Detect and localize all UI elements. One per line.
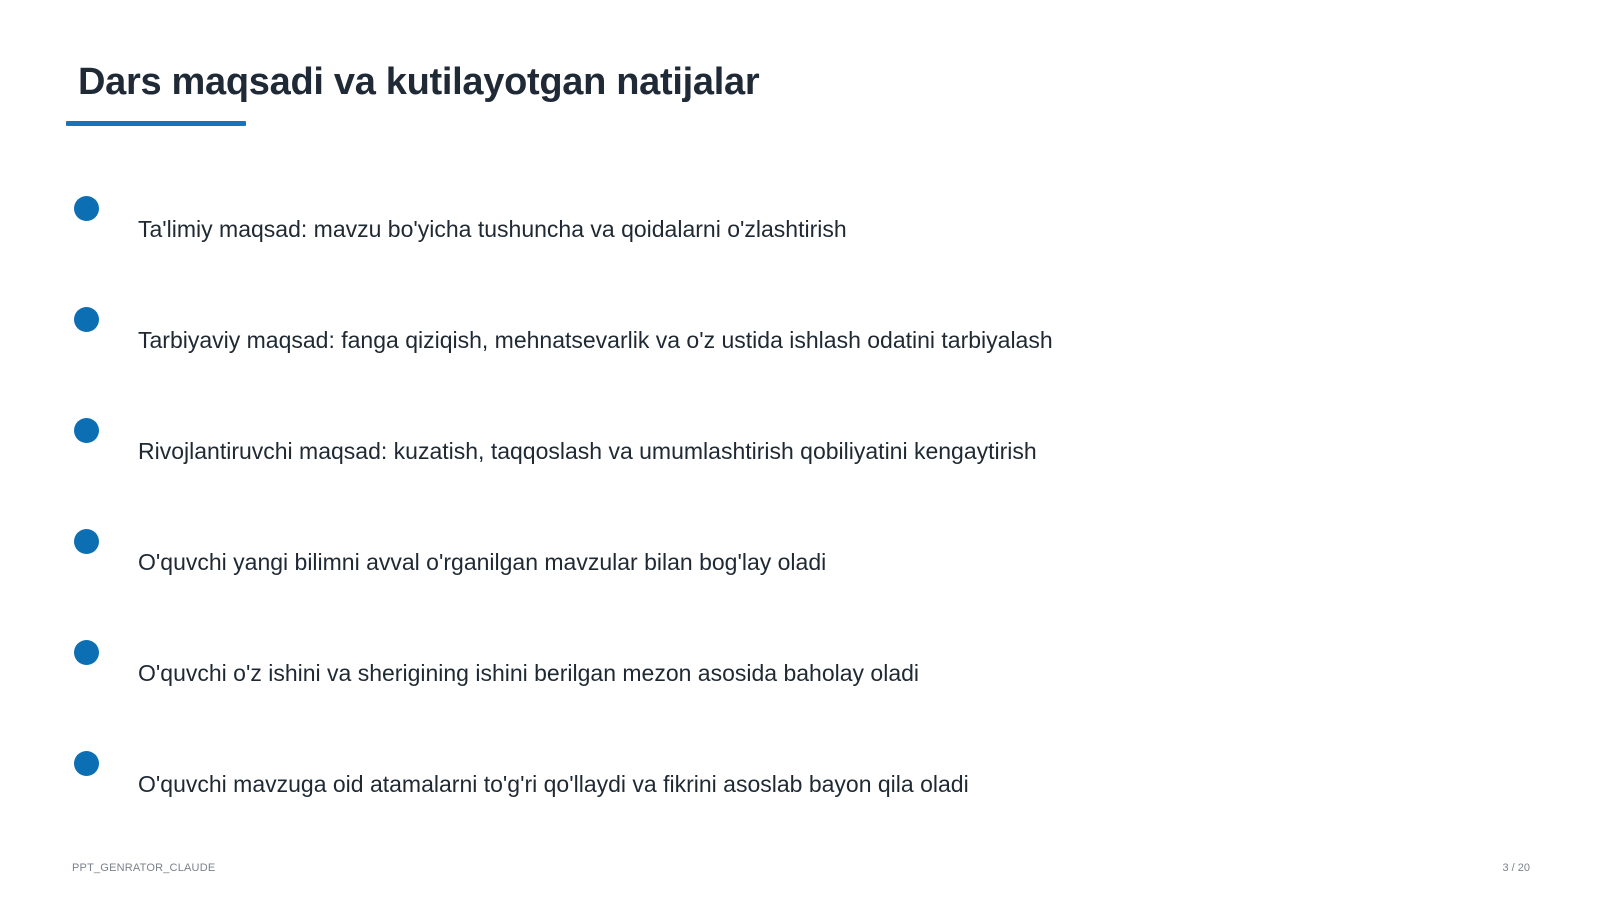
title-underline <box>66 121 246 126</box>
bullet-text: O'quvchi mavzuga oid atamalarni to'g'ri qo'llaydi va fikrini asoslab bayon qila oladi <box>138 771 969 797</box>
bullet-dot-icon <box>74 640 99 665</box>
bullet-item <box>0 196 1500 256</box>
bullet-dot-icon <box>74 307 99 332</box>
slide-title: Dars maqsadi va kutilayotgan natijalar <box>78 61 760 103</box>
bullet-text: Ta'limiy maqsad: mavzu bo'yicha tushuncha va qoidalarni o'zlashtirish <box>138 216 847 242</box>
page-indicator: 3 / 20 <box>1502 862 1530 874</box>
bullet-item <box>0 751 1500 811</box>
bullet-item <box>0 418 1500 478</box>
bullet-dot-icon <box>74 529 99 554</box>
bullet-item <box>0 307 1500 367</box>
bullet-text: O'quvchi o'z ishini va sherigining ishini berilgan mezon asosida baholay oladi <box>138 660 920 686</box>
bullet-dot-icon <box>74 751 99 776</box>
bullet-text: Rivojlantiruvchi maqsad: kuzatish, taqqoslash va umumlashtirish qobiliyatini kengaytirish <box>138 438 1037 464</box>
bullet-item <box>0 640 1500 700</box>
bullet-dot-icon <box>74 196 99 221</box>
bullet-text: O'quvchi yangi bilimni avval o'rganilgan mavzular bilan bog'lay oladi <box>138 549 827 575</box>
bullet-text: Tarbiyaviy maqsad: fanga qiziqish, mehnatsevarlik va o'z ustida ishlash odatini tarbiyalash <box>138 327 1053 353</box>
bullet-item <box>0 529 1500 589</box>
footer-brand: PPT_GENRATOR_CLAUDE <box>72 862 216 874</box>
bullet-dot-icon <box>74 418 99 443</box>
